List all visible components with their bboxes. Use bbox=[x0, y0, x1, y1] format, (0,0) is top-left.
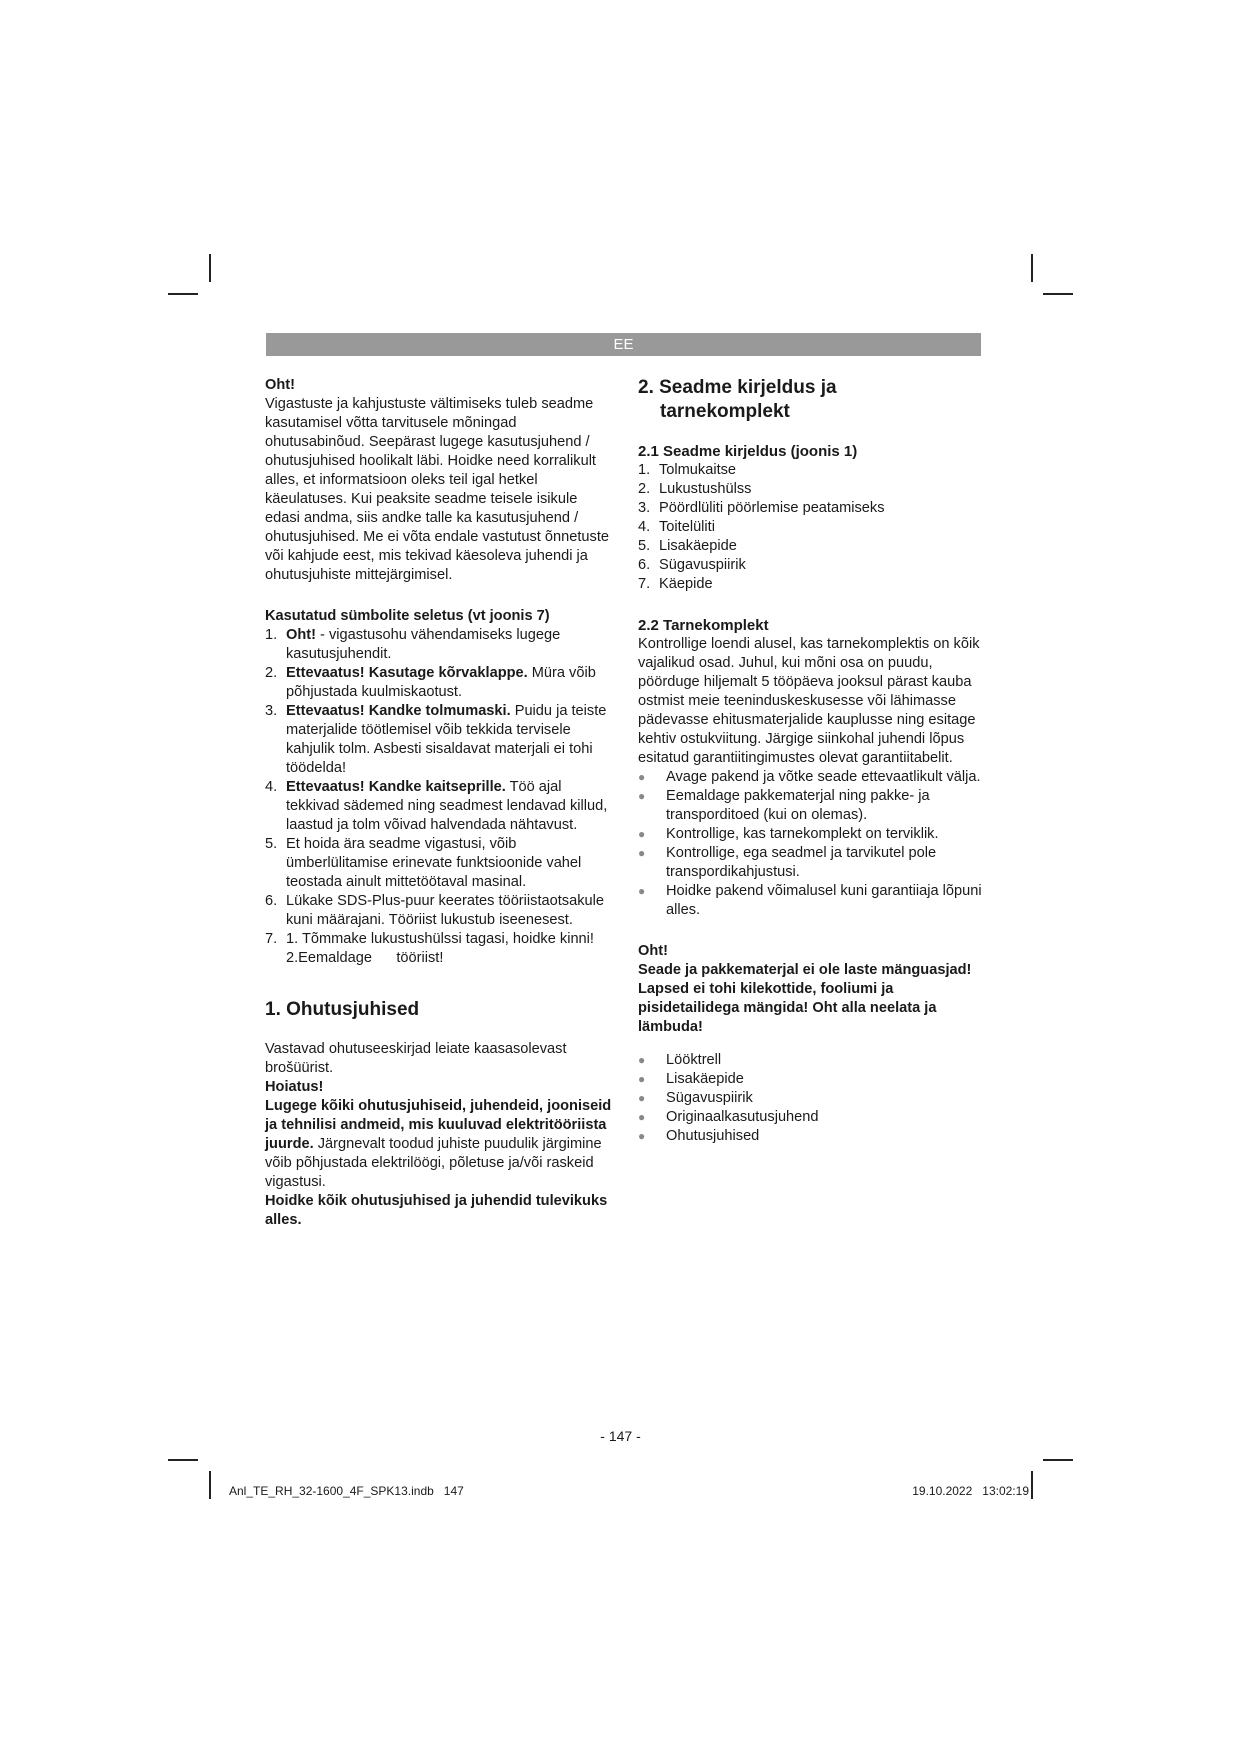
warning-title: Hoiatus! bbox=[265, 1079, 324, 1095]
delivery-bullet: ● Eemaldage pakkematerjal ning pakke- ja transporditoed (kui on olemas). bbox=[638, 788, 930, 823]
keep-instructions: Hoidke kõik ohutusjuhised ja juhendid tulevikuks alles. bbox=[265, 1193, 608, 1228]
section-2-1-title: 2.1 Seadme kirjeldus (joonis 1) bbox=[638, 443, 858, 460]
delivery-bullet: ● Kontrollige, kas tarnekomplekt on terviklik. bbox=[638, 826, 939, 842]
part-item: 1. Tolmukaitse bbox=[638, 462, 737, 478]
symbol-item: 2. Ettevaatus! Kasutage kõrvaklappe. Müra võib põhjustada kuulmiskaotust. bbox=[265, 665, 596, 700]
symbols-title: Kasutatud sümbolite seletus (vt joonis 7) bbox=[265, 608, 550, 624]
bullet-icon: ● bbox=[638, 884, 646, 898]
symbol-item: 3. Ettevaatus! Kandke tolmumaski. Puidu ja teiste materjalide töötlemisel võib tekkida tervisele kahjulik tolm. Asbesti sisaldavat materjali ei tohi töödelda! bbox=[265, 703, 607, 776]
danger-title: Oht! bbox=[265, 377, 295, 393]
symbol-item: 6. Lükake SDS-Plus-puur keerates tööriistaotsakule kuni määrajani. Tööriist lukustub iseenesest. bbox=[265, 893, 604, 928]
contents-item: ● Sügavuspiirik bbox=[638, 1090, 753, 1106]
delivery-bullet: ● Hoidke pakend võimalusel kuni garantiiaja lõpuni alles. bbox=[638, 883, 982, 918]
right-column bbox=[638, 376, 983, 1146]
contents-item: ● Originaalkasutusjuhend bbox=[638, 1109, 819, 1125]
symbol-7-line2: 2.Eemaldage tööriist! bbox=[286, 950, 444, 966]
section-1-title: 1. Ohutusjuhised bbox=[265, 999, 420, 1020]
symbol-item: 1. Oht! - vigastusohu vähendamiseks lugege kasutusjuhendit. bbox=[265, 627, 561, 662]
bullet-icon: ● bbox=[638, 827, 646, 841]
file-info: Anl_TE_RH_32-1600_4F_SPK13.indb 147 bbox=[229, 1484, 464, 1498]
delivery-text: Kontrollige loendi alusel, kas tarnekomplektis on kõik vajalikud osad. Juhul, kui mõni osa on puudu, pöörduge hiljemalt 5 tööpäeva jooksul pärast kauba ostmist meie teeninduskeskusesse või lähimasse pädevasse ehitusmaterjalide kauplusse ning esitage kehtiv ostukviitung. Järgige siinkohal juhendi lõpus esitatud garantiitingimustes olevat garantiitabelit. bbox=[638, 636, 980, 766]
symbol-item: 4. Ettevaatus! Kandke kaitseprille. Töö ajal tekkivad sädemed ning seadmest lendavad killud, laastud ja tolm võivad halvendada nähtavust. bbox=[265, 779, 608, 833]
bullet-icon: ● bbox=[638, 846, 646, 860]
bullet-icon: ● bbox=[638, 1129, 646, 1143]
bullet-icon: ● bbox=[638, 1110, 646, 1124]
symbol-item: 7. 1. Tõmmake lukustushülssi tagasi, hoidke kinni! 2.Eemaldage tööriist! bbox=[265, 931, 594, 966]
section-2-2-title: 2.2 Tarnekomplekt bbox=[638, 617, 769, 634]
crop-mark bbox=[1043, 1459, 1073, 1461]
language-header-bar bbox=[266, 333, 981, 356]
part-item: 4. Toitelüliti bbox=[638, 519, 715, 535]
danger-text: Vigastuste ja kahjustuste vältimiseks tuleb seadme kasutamisel võtta tarvitusele mõningad ohutusabinõud. Seepärast lugege kasutusjuhend / ohutusjuhised hoolikalt läbi. Hoidke need korralikult alles, et informatsioon oleks teil igal hetkel käeulatuses. Kui peaksite seadme teisele isikule edasi andma, siis andke talle ka kasutusjuhend / ohutusjuhised. Me ei võta endale vastutust õnnetuste või kahjude eest, mis tekivad käesoleva juhendi ja ohutusjuhiste mittejärgimisel. bbox=[265, 396, 609, 583]
bullet-icon: ● bbox=[638, 789, 646, 803]
crop-mark bbox=[209, 1471, 211, 1499]
bullet-icon: ● bbox=[638, 1053, 646, 1067]
language-tag: EE bbox=[613, 336, 634, 353]
part-item: 3. Pöördlüliti pöörlemise peatamiseks bbox=[638, 500, 885, 516]
page-number: - 147 - bbox=[600, 1428, 641, 1444]
crop-mark bbox=[1043, 293, 1073, 295]
part-item: 7. Käepide bbox=[638, 576, 713, 592]
delivery-bullet: ● Kontrollige, ega seadmel ja tarvikutel pole transpordikahjustusi. bbox=[638, 845, 937, 880]
delivery-bullet: ● Avage pakend ja võtke seade ettevaatlikult välja. bbox=[638, 769, 981, 785]
symbol-item: 5. Et hoida ära seadme vigastusi, võib ümberlülitamise erinevate funktsioonide vahel teostada ainult mittetöötaval masinal. bbox=[265, 836, 582, 890]
section-1-intro: Vastavad ohutuseeskirjad leiate kaasasolevast brošüürist. bbox=[265, 1041, 567, 1076]
left-column bbox=[265, 376, 615, 1230]
crop-mark bbox=[1031, 1471, 1033, 1499]
crop-mark bbox=[168, 1459, 198, 1461]
crop-mark bbox=[1031, 254, 1033, 282]
warning-text: Lugege kõiki ohutusjuhiseid, juhendeid, jooniseid ja tehnilisi andmeid, mis kuuluvad elektritööriista juurde. Järgnevalt toodud juhiste puudulik järgimine võib põhjustada elektrilöögi, põletuse ja/või raskeid vigastusi. bbox=[265, 1098, 612, 1190]
contents-item: ● Lööktrell bbox=[638, 1052, 722, 1068]
date-info: 19.10.2022 13:02:19 bbox=[912, 1484, 1029, 1498]
bullet-icon: ● bbox=[638, 1091, 646, 1105]
part-item: 2. Lukustushülss bbox=[638, 481, 752, 497]
section-2-title: 2. Seadme kirjeldus ja tarnekomplekt bbox=[638, 377, 837, 422]
crop-mark bbox=[209, 254, 211, 282]
part-item: 5. Lisakäepide bbox=[638, 538, 737, 554]
danger-text-2: Seade ja pakkematerjal ei ole laste mänguasjad! Lapsed ei tohi kilekottide, fooliumi ja pisidetailidega mängida! Oht alla neelata ja lämbuda! bbox=[638, 962, 972, 1035]
danger-title-2: Oht! bbox=[638, 943, 668, 959]
contents-item: ● Ohutusjuhised bbox=[638, 1128, 760, 1144]
contents-item: ● Lisakäepide bbox=[638, 1071, 744, 1087]
bullet-icon: ● bbox=[638, 770, 646, 784]
bullet-icon: ● bbox=[638, 1072, 646, 1086]
crop-mark bbox=[168, 293, 198, 295]
part-item: 6. Sügavuspiirik bbox=[638, 557, 746, 573]
